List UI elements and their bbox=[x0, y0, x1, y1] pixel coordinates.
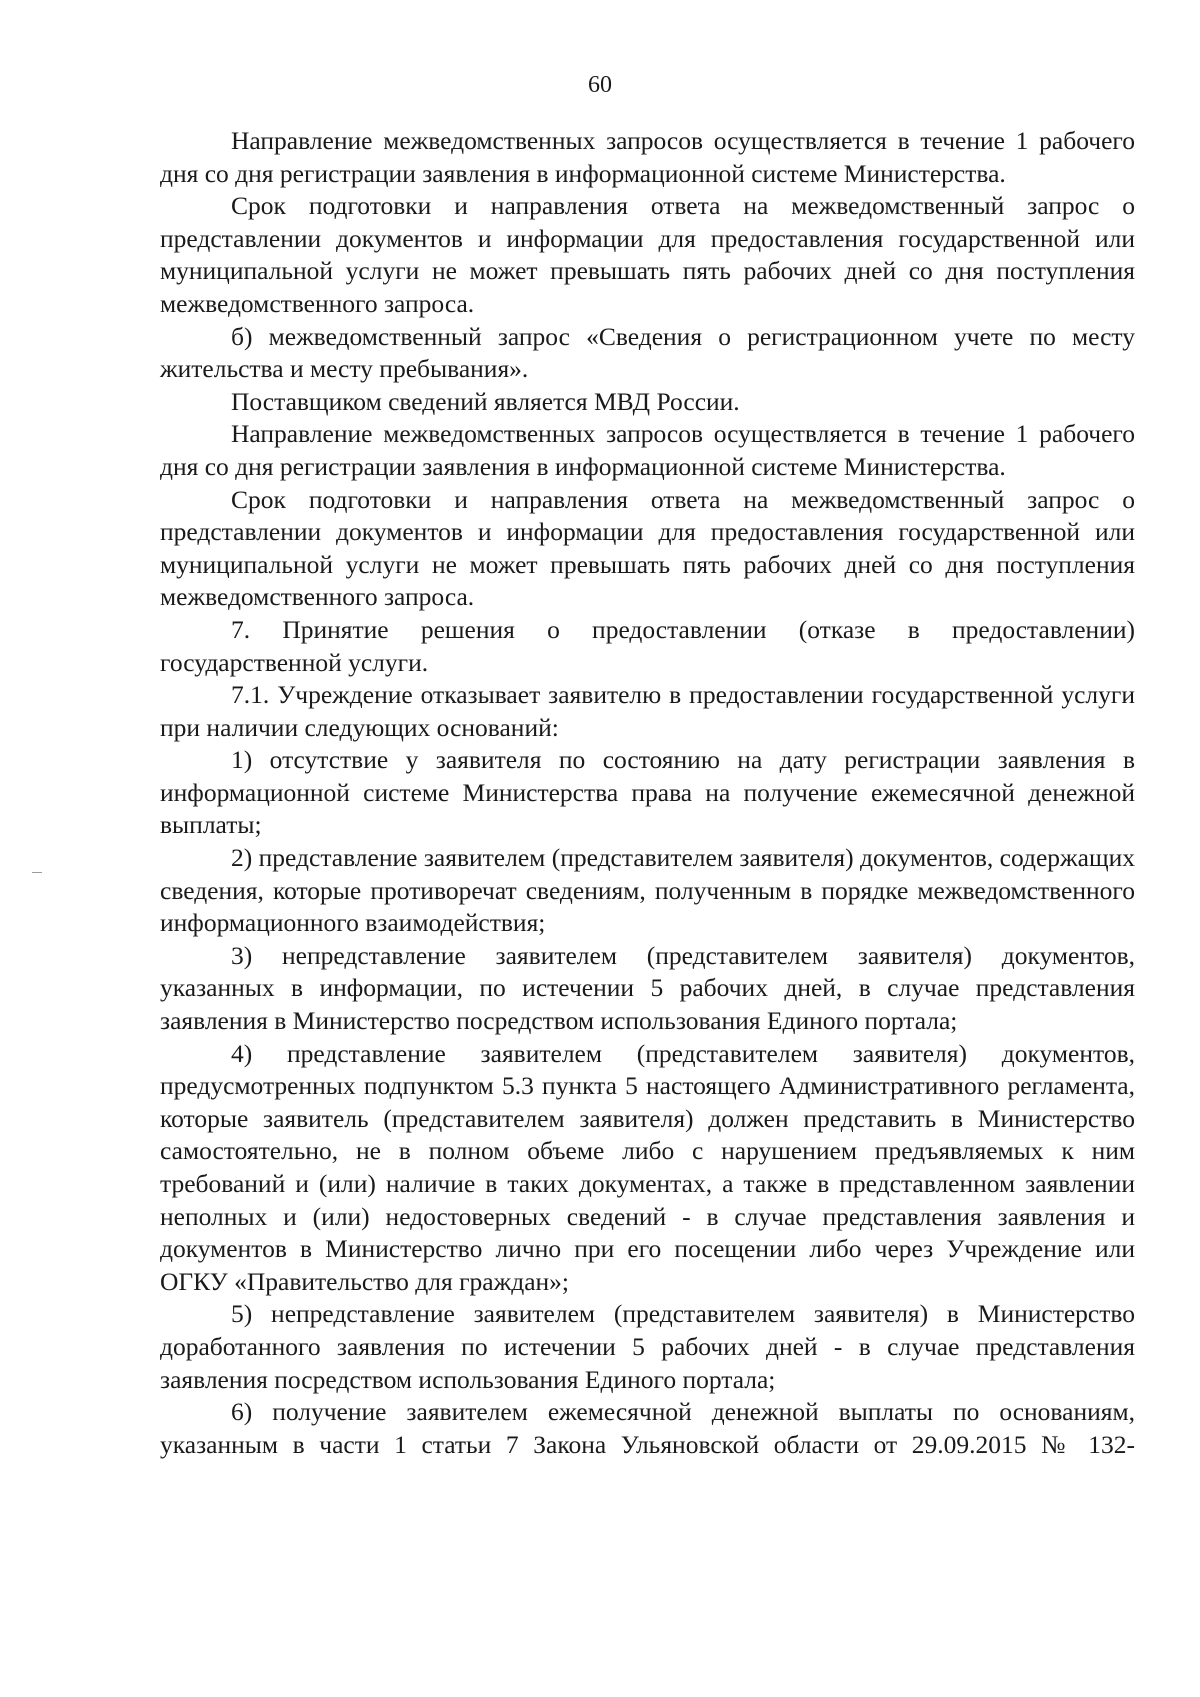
paragraph: 2) представление заявителем (представителем заявителя) документов, содержащих сведения, которые противоречат сведениям, полученным в порядке межведомственного информационного взаимодействия; bbox=[160, 843, 1135, 938]
paragraph: Срок подготовки и направления ответа на межведомственный запрос о представлении документов и информации для предоставления государственной или муниципальной услуги не может превышать пять рабочих дней со дня поступления межведомственного запроса. bbox=[160, 484, 1135, 612]
paragraph: Поставщиком сведений является МВД России. bbox=[231, 386, 740, 416]
paragraph: Направление межведомственных запросов осуществляется в течение 1 рабочего дня со дня регистрации заявления в информационной системе Министерства. bbox=[160, 419, 1135, 481]
paragraph: Срок подготовки и направления ответа на межведомственный запрос о представлении документов и информации для предоставления государственной или муниципальной услуги не может превышать пять рабочих дней со дня поступления межведомственного запроса. bbox=[160, 191, 1135, 318]
paragraph: 6) получение заявителем ежемесячной денежной выплаты по основаниям, указанным в части 1 статьи 7 Закона Ульяновской области от 29.09.2015 № 132- bbox=[160, 1397, 1135, 1459]
paragraph: 1) отсутствие у заявителя по состоянию на дату регистрации заявления в информационной системе Министерства права на получение ежемесячной денежной выплаты; bbox=[160, 745, 1135, 840]
scan-mark bbox=[32, 872, 42, 873]
paragraph: 7.1. Учреждение отказывает заявителю в предоставлении государственной услуги при наличии следующих оснований: bbox=[160, 680, 1135, 742]
paragraph: 7. Принятие решения о предоставлении (отказе в предоставлении) государственной услуги. bbox=[160, 614, 1135, 677]
paragraph: 3) непредставление заявителем (представителем заявителя) документов, указанных в информации, по истечении 5 рабочих дней, в случае представления заявления в Министерство посредством использования Единого портала; bbox=[160, 940, 1135, 1036]
paragraph: Направление межведомственных запросов осуществляется в течение 1 рабочего дня со дня регистрации заявления в информационной системе Министерства. bbox=[160, 126, 1135, 188]
paragraph: б) межведомственный запрос «Сведения о регистрационном учете по месту жительства и месту пребывания». bbox=[160, 321, 1135, 384]
paragraph: 4) представление заявителем (представителем заявителя) документов, предусмотренных подпунктом 5.3 пункта 5 настоящего Административного регламента, которые заявитель (представителем заявителя) должен представить в Министерство самостоятельно, не в полном объеме либо с нарушением предъявляемых к ним требований и (или) наличие в таких документах, а также в представленном заявлении неполных и (или) недостоверных сведений - в случае представления заявления и документов в Министерство лично при его посещении либо через Учреждение или ОГКУ «Правительство для граждан»; bbox=[160, 1038, 1135, 1296]
page-number: 60 bbox=[588, 72, 612, 98]
paragraph: 5) непредставление заявителем (представителем заявителя) в Министерство доработанного заявления по истечении 5 рабочих дней - в случае представления заявления посредством использования Единого портала; bbox=[160, 1299, 1135, 1394]
document-body bbox=[160, 125, 1135, 1461]
